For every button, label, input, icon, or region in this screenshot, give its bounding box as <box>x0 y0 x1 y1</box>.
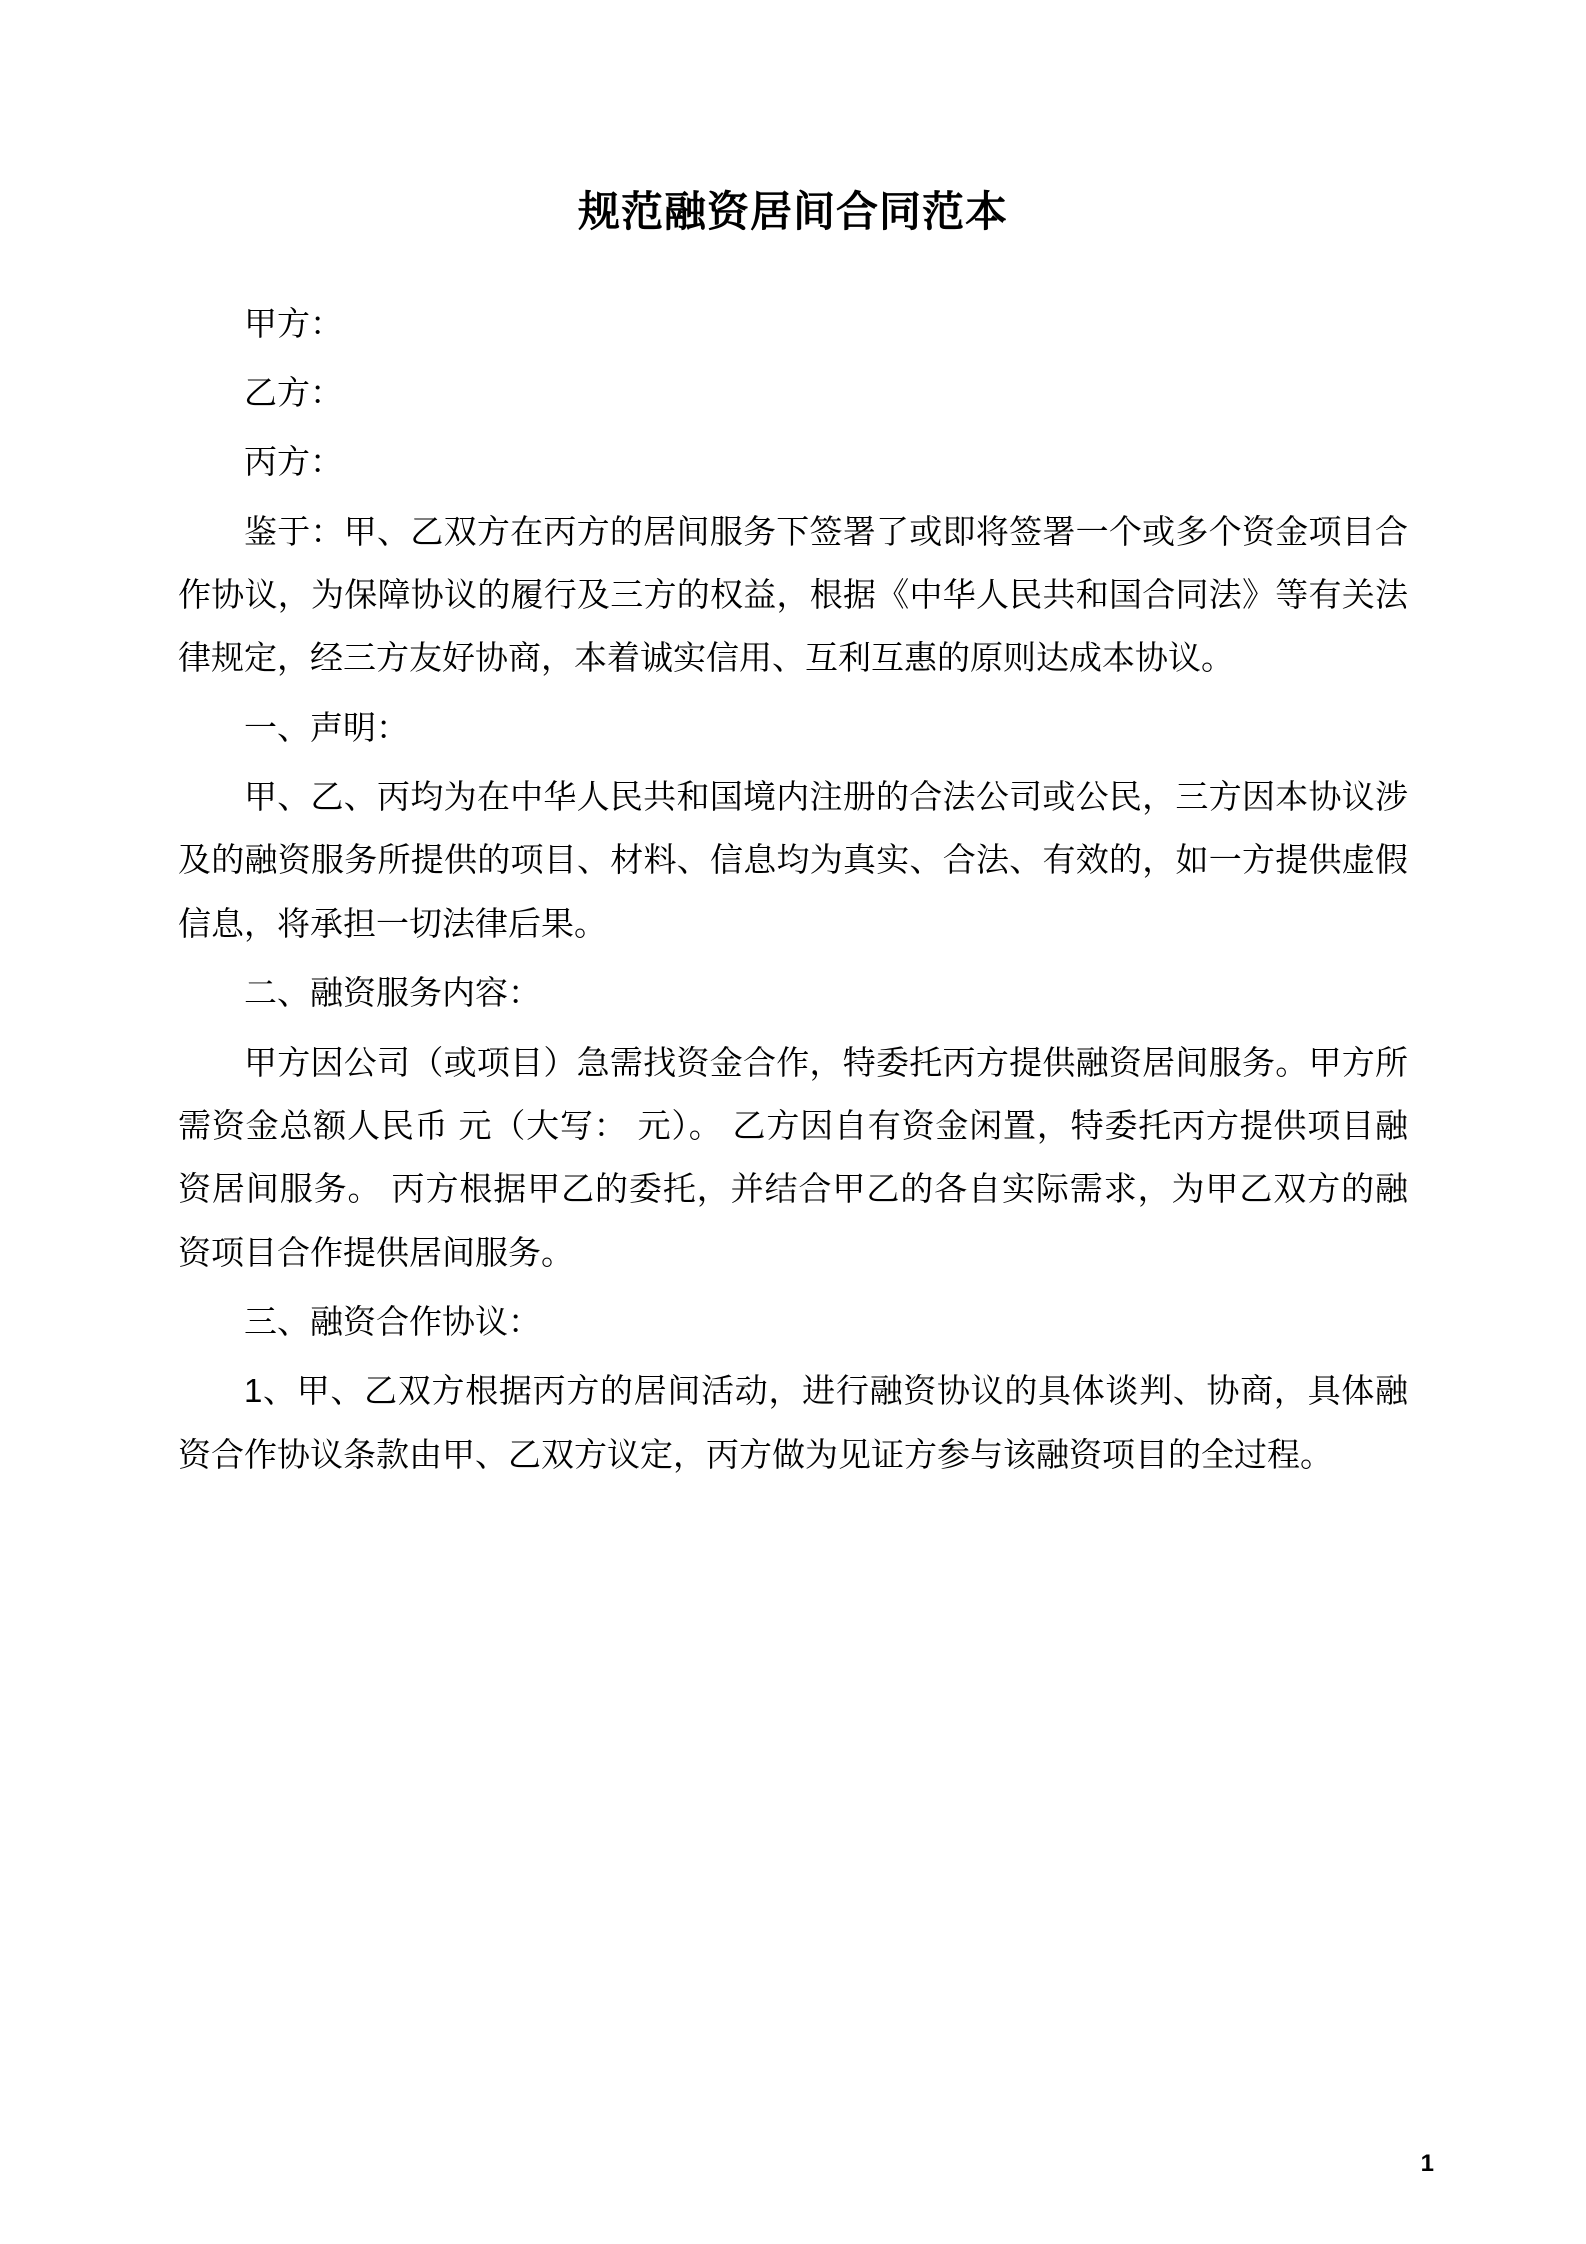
section-heading-declaration: 一、声明： <box>244 708 409 746</box>
paragraph-party-b: 乙方： <box>244 373 343 411</box>
paragraph-party-a: 甲方： <box>244 304 343 342</box>
paragraph-preamble: 鉴于：甲、乙双方在丙方的居间服务下签署了或即将签署一个或多个资金项目合作协议，为保障协议的履行及三方的权益，根据《中华人民共和国合同法》等有关法律规定，经三方友好协商，本着诚实信用、互利互惠的原则达成本协议。 <box>178 512 1408 677</box>
document-body <box>178 0 1408 1486</box>
page-title: 规范融资居间合同范本 <box>577 188 1008 235</box>
paragraph-financing-agreement-item-1: 1、甲、乙双方根据丙方的居间活动，进行融资协议的具体谈判、协商，具体融资合作协议条款由甲、乙双方议定，丙方做为见证方参与该融资项目的全过程。 <box>178 1372 1408 1473</box>
paragraph-service-content-body: 甲方因公司（或项目）急需找资金合作，特委托丙方提供融资居间服务。甲方所需资金总额人民币 元（大写： 元）。 乙方因自有资金闲置，特委托丙方提供项目融资居间服务。 丙方根据甲乙的委托，并结合甲乙的各自实际需求，为甲乙双方的融资项目合作提供居间服务。 <box>178 1043 1408 1271</box>
section-heading-financing-agreement: 三、融资合作协议： <box>244 1302 541 1340</box>
paragraph-declaration-body: 甲、乙、丙均为在中华人民共和国境内注册的合法公司或公民，三方因本协议涉及的融资服务所提供的项目、材料、信息均为真实、合法、有效的，如一方提供虚假信息，将承担一切法律后果。 <box>178 778 1408 942</box>
page-number: 1 <box>1420 2150 1434 2177</box>
section-heading-service-content: 二、融资服务内容： <box>244 974 541 1012</box>
paragraph-party-c: 丙方： <box>244 443 343 481</box>
